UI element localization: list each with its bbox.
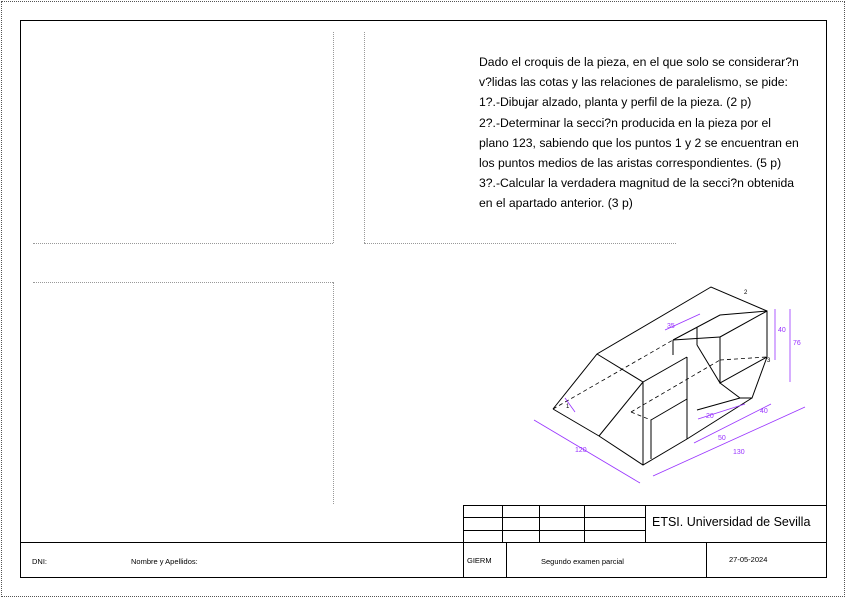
statement-line: en el apartado anterior. (3 p) [479,196,633,211]
sketch-edge [697,398,740,410]
sketch-edge [643,357,687,382]
statement-line: v?lidas las cotas y las relaciones de paralelismo, se pide: [479,75,788,90]
degree-code: GIERM [467,556,492,565]
dimension-label: 76 [793,340,801,347]
dimension-line [653,407,805,476]
title-block-line [539,505,540,542]
title-block-line [502,505,503,542]
title-block-line [463,530,645,531]
sketch-edge [553,409,599,436]
sketch-edge [597,354,643,382]
sketch-edge [720,357,767,398]
sketch-edge [697,345,720,383]
name-label: Nombre y Apellidos: [131,557,198,566]
title-block-line [463,517,645,518]
exam-name: Segundo examen parcial [541,557,624,566]
title-block-line [584,505,585,542]
statement-line: los puntos medios de las aristas correspondientes. (5 p) [479,156,782,171]
institution-name: ETSI. Universidad de Sevilla [652,515,811,529]
dimension-label: 40 [778,327,786,334]
section-line [631,360,720,412]
section-line [720,357,767,360]
statement-line: 2?.-Determinar la secci?n producida en la pieza por el [479,115,771,130]
sketch-edge [651,399,687,420]
title-block-line [506,542,507,578]
dimension-label: 20 [706,413,714,420]
title-block-line [645,505,646,542]
statement-line: Dado el croquis de la pieza, en el que solo se considerar?n [479,55,799,69]
section-line [631,412,651,420]
dimension-label: 40 [760,408,768,415]
sketch-edge [599,382,643,436]
point-label: 3 [767,358,771,364]
section-line [553,340,673,409]
dimension-label: 50 [718,435,726,442]
title-block-line [463,505,464,578]
statement-line: 3?.-Calcular la verdadera magnitud de la secci?n obtenida [479,176,795,191]
point-label: 1 [566,404,570,410]
dimension-label: 120 [575,447,587,454]
dni-label: DNI: [32,557,47,566]
point-label: 2 [744,290,748,296]
exam-date: 27-05-2024 [729,555,768,564]
dimension-label: 130 [733,449,745,456]
statement-line: plano 123, sabiendo que los puntos 1 y 2 se encuentran en [479,135,799,150]
statement-line: 1?.-Dibujar alzado, planta y perfil de la pieza. (2 p) [479,95,752,110]
dimension-label: 35 [667,323,675,330]
title-block-line [706,542,707,578]
